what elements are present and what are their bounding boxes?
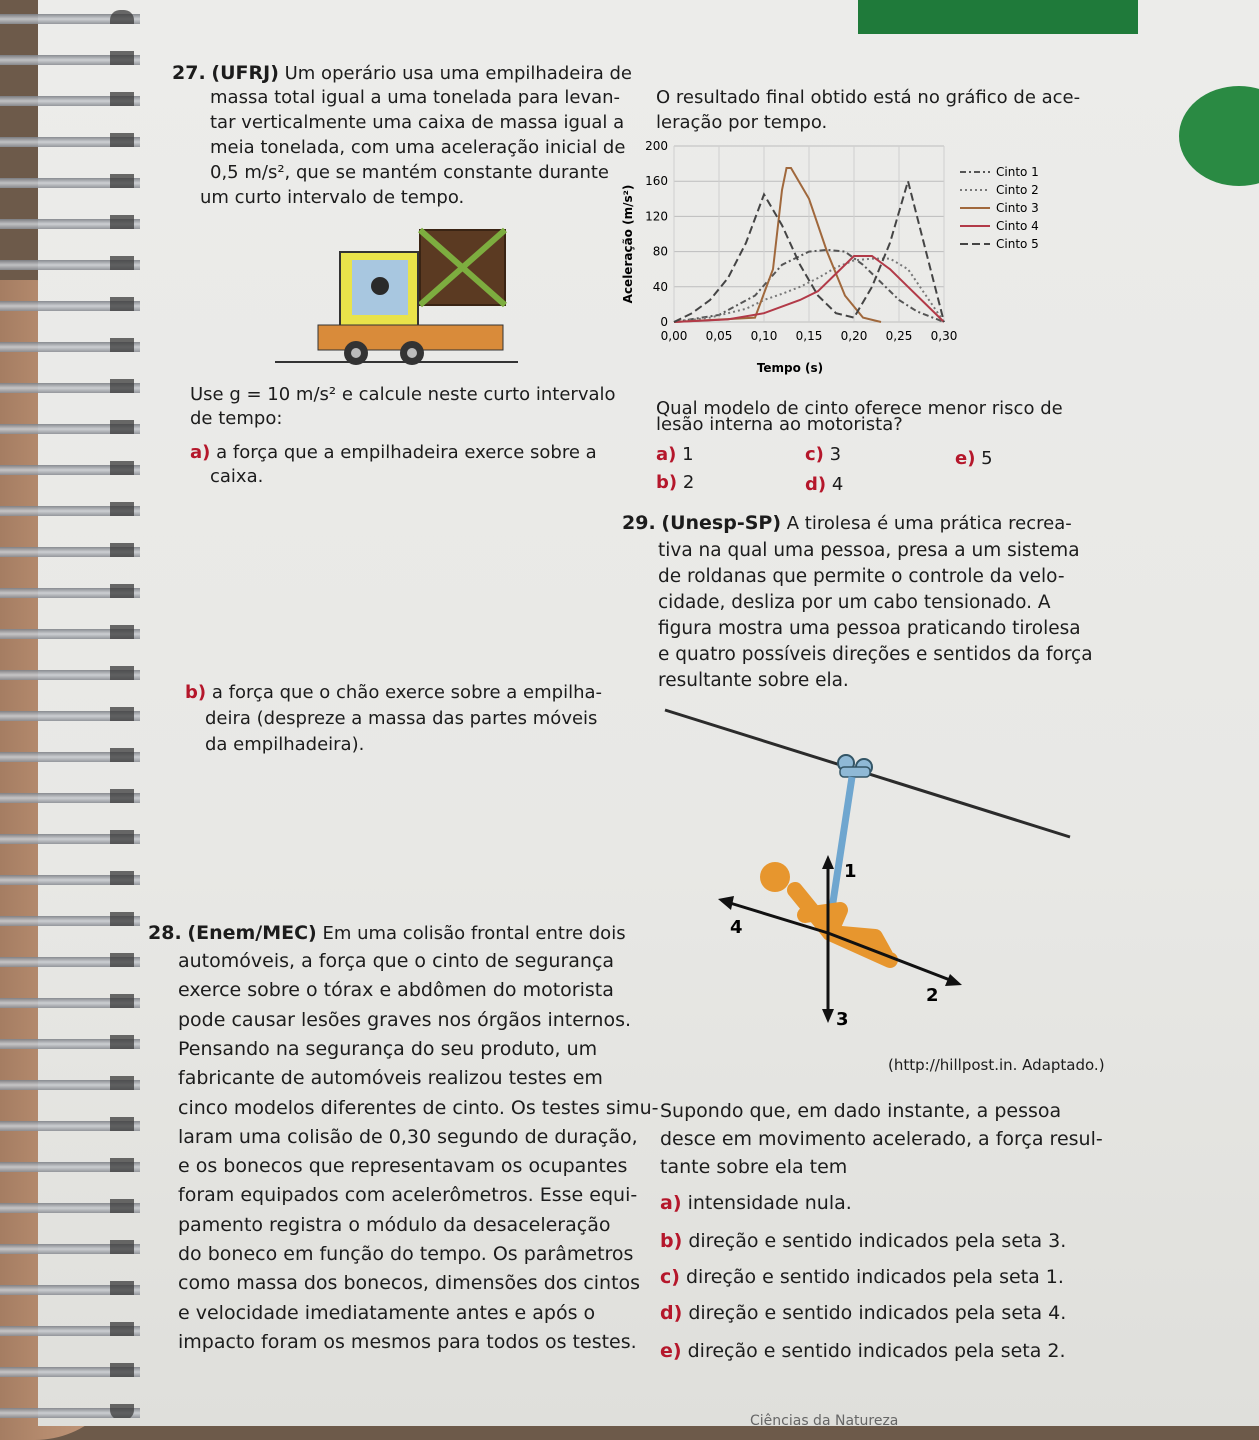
- chart-x-tick-label: 0,25: [885, 329, 913, 343]
- q28-option-c-value: 3: [829, 444, 842, 465]
- q29-line-5: resultante sobre ela.: [658, 670, 849, 691]
- q27-heading-line: [172, 60, 632, 87]
- chart-legend-label-2: Cinto 2: [996, 183, 1039, 197]
- q27-item-b-text-2: deira (despreze a massa das partes móveis: [205, 708, 598, 729]
- q29-option-text: direção e sentido indicados pela seta 4.: [688, 1302, 1067, 1324]
- chart-y-tick-label: 120: [645, 209, 668, 224]
- q28-option-a-value: 1: [682, 444, 694, 465]
- q28-first-line: Em uma colisão frontal entre dois: [322, 923, 626, 944]
- q28-line-7: e os bonecos que representavam os ocupantes: [178, 1155, 628, 1178]
- q28-line-9: pamento registra o módulo da desaceleração: [178, 1213, 611, 1236]
- q28-option-d-value: 4: [831, 474, 844, 495]
- q27-number: 27.: [172, 62, 206, 84]
- q28-line-8: foram equipados com acelerômetros. Esse equi-: [178, 1184, 638, 1207]
- q27-item-a: [190, 440, 597, 466]
- binding-holes: [110, 10, 134, 1420]
- q29-option-e[interactable]: [660, 1338, 1066, 1364]
- chart-legend-label-3: Cinto 3: [996, 201, 1039, 215]
- q29-option-text: intensidade nula.: [687, 1192, 852, 1214]
- q28-line-10: do boneco em função do tempo. Os parâmetros: [178, 1243, 634, 1265]
- q29-option-b[interactable]: [660, 1228, 1066, 1254]
- q29-option-label: b): [660, 1230, 683, 1252]
- q29-option-d[interactable]: [660, 1300, 1066, 1326]
- chart-y-tick-label: 160: [645, 174, 668, 189]
- chart-y-tick-label: 0: [660, 315, 668, 329]
- q29-credit: (http://hillpost.in. Adaptado.): [888, 1056, 1105, 1074]
- q28-line-5: cinco modelos diferentes de cinto. Os testes simu-: [178, 1096, 659, 1119]
- q28-line-6: laram uma colisão de 0,30 segundo de duração,: [178, 1125, 638, 1148]
- q29-option-label: c): [660, 1266, 680, 1288]
- q27-line-4: 0,5 m/s², que se mantém constante durante: [210, 162, 609, 183]
- chart-x-tick-label: 0,10: [750, 329, 778, 343]
- q28-question-1: Qual modelo de cinto oferece menor risco de: [656, 398, 1063, 419]
- q28-source: (Enem/MEC): [187, 922, 317, 944]
- q29-line-3: figura mostra uma pessoa praticando tirolesa: [658, 618, 1081, 639]
- q27-item-b: [185, 680, 602, 706]
- q28-option-e[interactable]: [955, 446, 993, 472]
- chart-legend: [960, 165, 1039, 251]
- q28-line-1: exerce sobre o tórax e abdômen do motorista: [178, 979, 614, 1002]
- q28-option-a-label: a): [656, 444, 677, 465]
- q28-line-12: e velocidade imediatamente antes e após o: [178, 1301, 596, 1324]
- q28-option-b[interactable]: [656, 470, 694, 496]
- q28-option-c-label: c): [805, 444, 824, 465]
- q27-instruction-2: de tempo:: [190, 408, 283, 429]
- q28-option-d[interactable]: [805, 472, 843, 498]
- q29-heading-line: [622, 510, 1072, 537]
- q27-line-2: tar verticalmente uma caixa de massa igual a: [210, 112, 625, 133]
- q27-source: (UFRJ): [211, 62, 279, 84]
- chart-x-tick-label: 0,05: [705, 329, 733, 343]
- q29-option-text: direção e sentido indicados pela seta 3.: [688, 1230, 1067, 1252]
- q29-first-line: A tirolesa é uma prática recrea-: [786, 513, 1072, 534]
- q28-line-11: como massa dos bonecos, dimensões dos cintos: [178, 1272, 641, 1295]
- q27-item-b-text-3: da empilhadeira).: [205, 734, 365, 755]
- q28-line-0: automóveis, a força que o cinto de segurança: [178, 950, 615, 972]
- q27-line-0: Um operário usa uma empilhadeira de: [284, 63, 632, 84]
- forklift-illustration: [270, 210, 520, 370]
- chart-legend-label-4: Cinto 4: [996, 219, 1039, 233]
- q28-question-2: lesão interna ao motorista?: [656, 414, 903, 435]
- q28-option-e-label: e): [955, 448, 976, 469]
- arrow-label-2: 2: [926, 985, 939, 1006]
- q27-line-3: meia tonelada, com uma aceleração inicial de: [210, 137, 626, 158]
- chart-x-tick-label: 0,20: [840, 329, 868, 343]
- q28-line-4: fabricante de automóveis realizou testes em: [178, 1067, 603, 1090]
- q28-line-2: pode causar lesões graves nos órgãos internos.: [178, 1008, 632, 1031]
- q28-line-13: impacto foram os mesmos para todos os testes.: [178, 1330, 637, 1353]
- q29-line-4: e quatro possíveis direções e sentidos da força: [658, 644, 1093, 665]
- chart-y-tick-label: 200: [645, 139, 668, 153]
- q29-statement-2: desce em movimento acelerado, a força resul-: [660, 1128, 1103, 1150]
- q29-line-2: cidade, desliza por um cabo tensionado. A: [658, 592, 1051, 613]
- q29-option-text: direção e sentido indicados pela seta 1.: [686, 1266, 1064, 1288]
- person-body: [795, 890, 890, 960]
- chart-series-line-3: [674, 168, 881, 322]
- q29-line-0: tiva na qual uma pessoa, presa a um sistema: [658, 540, 1080, 561]
- zipline-illustration: [640, 705, 1080, 1045]
- q28-heading-line: [148, 920, 626, 947]
- q28-line-3: Pensando na segurança do seu produto, um: [178, 1037, 598, 1060]
- q28-option-c[interactable]: [805, 442, 841, 468]
- chart-legend-label-1: Cinto 1: [996, 165, 1039, 179]
- q28-option-a[interactable]: [656, 442, 694, 468]
- q28-option-b-value: 2: [682, 472, 695, 493]
- q27-item-b-text-1: a força que o chão exerce sobre a empilha-: [211, 682, 603, 703]
- page-footer: Ciências da Natureza: [750, 1413, 899, 1429]
- q29-option-a[interactable]: [660, 1190, 852, 1216]
- q29-option-c[interactable]: [660, 1264, 1064, 1290]
- q27-item-a-label: a): [190, 442, 211, 463]
- q29-statement-3: tante sobre ela tem: [660, 1156, 848, 1178]
- q27-item-a-text-2: caixa.: [210, 466, 264, 487]
- q29-line-1: de roldanas que permite o controle da velo-: [658, 566, 1065, 587]
- q27-line-1: massa total igual a uma tonelada para levan-: [210, 87, 621, 108]
- q28-option-b-label: b): [656, 472, 678, 493]
- arrow-label-1: 1: [844, 861, 857, 882]
- q29-option-label: d): [660, 1302, 683, 1324]
- chart-x-tick-label: 0,15: [795, 329, 823, 343]
- q29-number: 29.: [622, 512, 656, 534]
- q27-instruction-1: Use g = 10 m/s² e calcule neste curto intervalo: [190, 384, 616, 405]
- acceleration-chart: [612, 134, 1062, 379]
- q29-option-label: a): [660, 1192, 682, 1214]
- arrow-2: [828, 933, 950, 980]
- q28-option-e-value: 5: [981, 448, 993, 469]
- q27-item-b-label: b): [185, 682, 207, 703]
- q28-option-d-label: d): [805, 474, 827, 495]
- q28-result-1: O resultado final obtido está no gráfico de ace-: [656, 87, 1081, 108]
- green-side-tab: [1179, 86, 1259, 186]
- q28-result-2: leração por tempo.: [656, 112, 828, 133]
- chart-y-tick-label: 80: [652, 244, 668, 259]
- chart-y-axis-label: Aceleração (m/s²): [621, 184, 635, 304]
- q29-option-label: e): [660, 1340, 682, 1362]
- chart-x-tick-label: 0,00: [660, 329, 688, 343]
- person-head: [760, 862, 790, 892]
- q29-source: (Unesp-SP): [661, 512, 782, 534]
- q27-line-5: um curto intervalo de tempo.: [200, 187, 465, 208]
- q27-item-a-text-1: a força que a empilhadeira exerce sobre a: [216, 442, 597, 463]
- arrow-label-4: 4: [730, 917, 743, 938]
- chart-x-axis-label: Tempo (s): [756, 361, 824, 375]
- chart-tick-labels: [645, 139, 957, 343]
- q29-statement-1: Supondo que, em dado instante, a pessoa: [660, 1100, 1062, 1122]
- q28-number: 28.: [148, 922, 182, 944]
- green-header-band: [858, 0, 1138, 34]
- chart-legend-label-5: Cinto 5: [996, 237, 1039, 251]
- chart-x-tick-label: 0,30: [930, 329, 958, 343]
- arrow-label-3: 3: [836, 1009, 849, 1030]
- chart-y-tick-label: 40: [652, 279, 668, 294]
- q29-option-text: direção e sentido indicados pela seta 2.: [687, 1340, 1066, 1362]
